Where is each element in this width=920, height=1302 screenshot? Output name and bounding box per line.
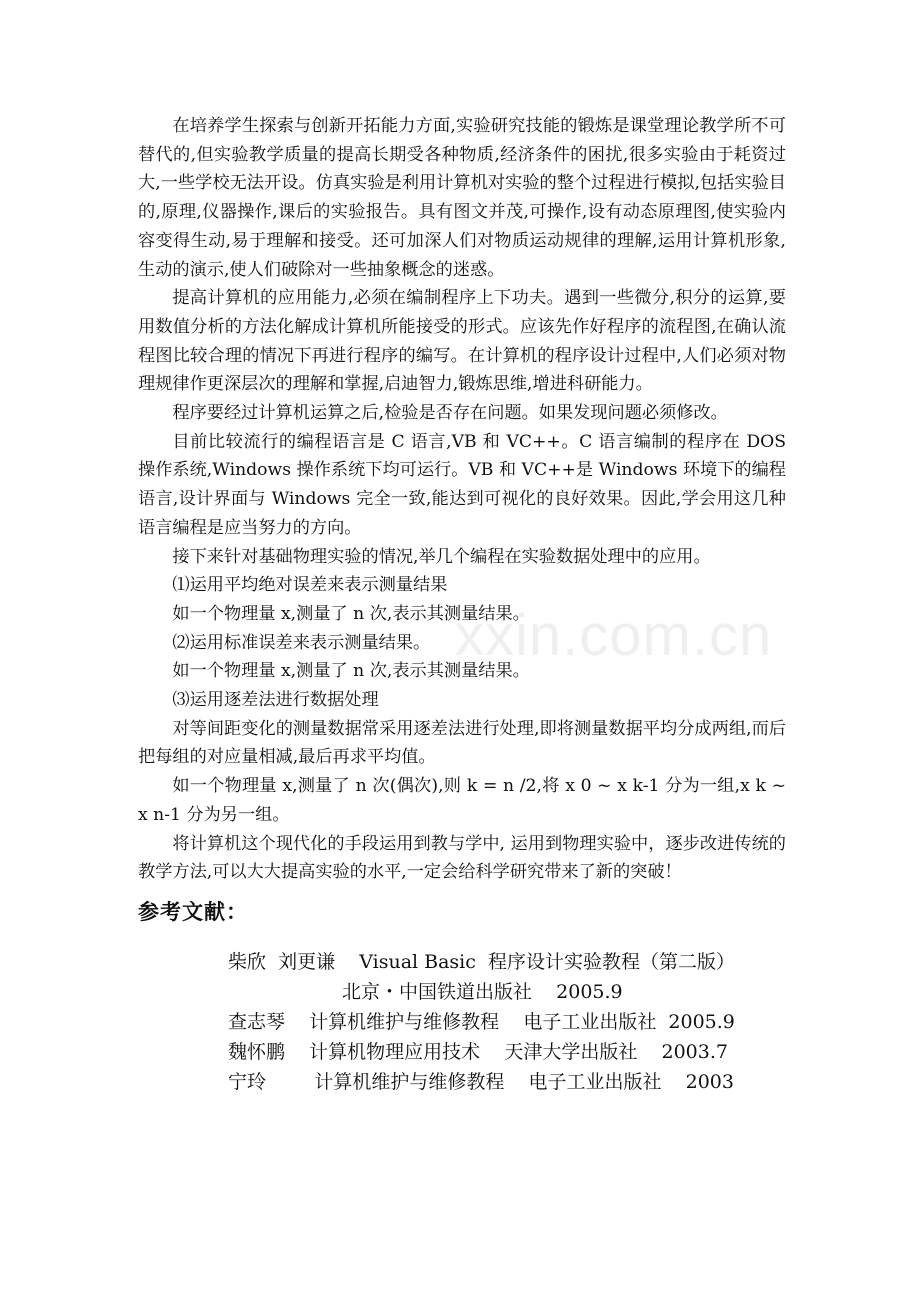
paragraph-examples-intro: 接下来针对基础物理实验的情况,举几个编程在实验数据处理中的应用。 [172,546,711,567]
paragraph-simulation: 在培养学生探索与创新开拓能力方面,实验研究技能的锻炼是课堂理论教学所不可替代的,但实验教学质量的提高长期受各种物质,经济条件的困扰,很多实验由于耗资过大,一些学校无法开设。仿真实验是利用计算机对实验的整个过程进行模拟,包括实验目的,原理,仪器操作,课后的实验报告。具有图文并茂,可操作,设有动态原理图,使实验内容变得生动,易于理解和接受。还可加深人们对物质运动规律的理解,运用计算机形象,生动的演示,使人们破除对一些抽象概念的迷惑。 [138,116,786,280]
item-successive-difference: ⑶运用逐差法进行数据处理 [172,690,379,711]
item-mean-absolute-error: ⑴运用平均绝对误差来表示测量结果 [172,575,448,596]
reference-item: 柴欣 刘更谦 Visual Basic 程序设计实验教程（第二版） [228,950,735,973]
paragraph-languages: 目前比较流行的编程语言是 C 语言,VB 和 VC++。C 语言编制的程序在 DOS 操作系统,Windows 操作系统下均可运行。VB 和 VC++是 Windows 环境下的编程语言,设计界面与 Windows 完全一致,能达到可视化的良好效果。因此,学会用这几种语言编程是应当努力的方向。 [138,431,786,538]
item-standard-error: ⑵运用标准误差来表示测量结果。 [172,632,431,653]
watermark: xxin.com.cn [455,603,773,668]
reference-item: 宁玲 计算机维护与维修教程 电子工业出版社 2003 [228,1070,734,1093]
paragraph-successive-difference-desc: 对等间距变化的测量数据常采用逐差法进行处理,即将测量数据平均分成两组,而后把每组的对应量相减,最后再求平均值。 [138,718,786,768]
references-list [138,947,788,1097]
paragraph-example-3: 如一个物理量 x,测量了 n 次(偶次),则 k = n /2,将 x 0 ~ x k-1 分为一组,x k ~ x n-1 分为另一组。 [138,776,786,825]
paragraph-programming-ability: 提高计算机的应用能力,必须在编制程序上下功夫。遇到一些微分,积分的运算,要用数值分析的方法化解成计算机所能接受的形式。应该先作好程序的流程图,在确认流程图比较合理的情况下再进行程序的编写。在计算机的程序设计过程中,人们必须对物理规律作更深层次的理解和掌握,启迪智力,锻炼思维,增进科研能力。 [138,288,786,395]
reference-item: 魏怀鹏 计算机物理应用技术 天津大学出版社 2003.7 [228,1040,728,1063]
paragraph-example-2: 如一个物理量 x,测量了 n 次,表示其测量结果。 [172,661,530,682]
document-body [138,112,786,1097]
paragraph-program-check: 程序要经过计算机运算之后,检验是否存在问题。如果发现问题必须修改。 [172,403,728,424]
paragraph-conclusion: 将计算机这个现代化的手段运用到教与学中, 运用到物理实验中，逐步改进传统的教学方法,可以大大提高实验的水平,一定会给科学研究带来了新的突破！ [138,833,786,883]
paragraph-example-1: 如一个物理量 x,测量了 n 次,表示其测量结果。 [172,603,530,624]
reference-item-continuation: 北京・中国铁道出版社 2005.9 [342,980,623,1003]
reference-item: 查志琴 计算机维护与维修教程 电子工业出版社 2005.9 [228,1010,735,1033]
references-title: 参考文献： [138,899,248,924]
